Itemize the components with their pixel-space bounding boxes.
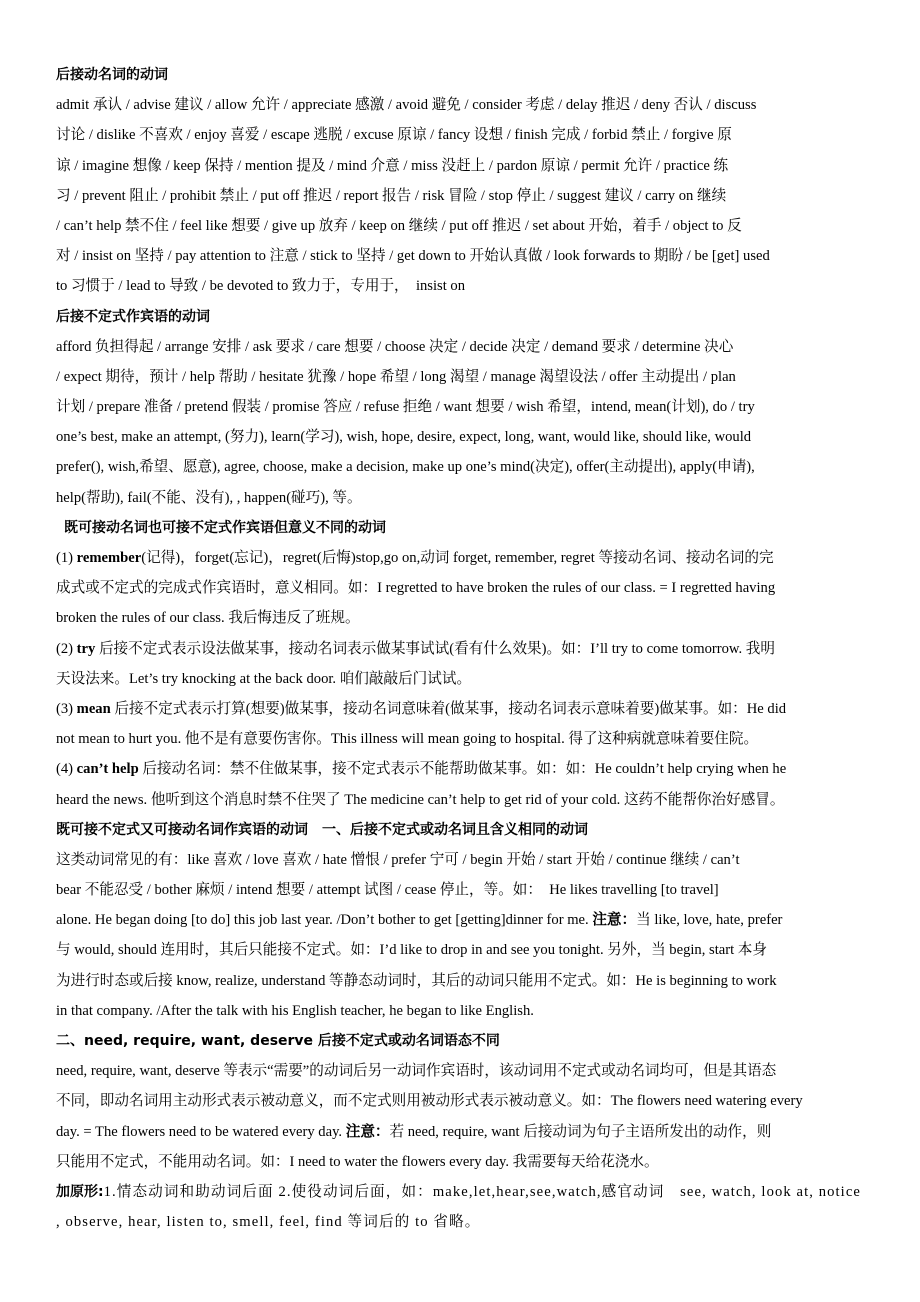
- infinitive-line-3: 计划 / prepare 准备 / pretend 假装 / promise 答应 / refuse 拒绝 / want 想要 / wish 希望，intend, mean(计划), do / try: [56, 399, 755, 416]
- item-number: (4): [56, 761, 77, 778]
- bare-infinitive-label: 加原形:: [56, 1183, 104, 1200]
- note-label: 注意：: [592, 912, 637, 929]
- same-line-3-text: alone. He began doing [to do] this job last year. /Don’t bother to get [getting]dinner for me.: [56, 912, 593, 929]
- gerund-line-2: 讨论 / dislike 不喜欢 / enjoy 喜爱 / escape 逃脱 / excuse 原谅 / fancy 设想 / finish 完成 / forbid 禁止 / forgive 原: [56, 127, 732, 144]
- keyword-remember: remember: [76, 550, 142, 566]
- item-remember-line-2: 成式或不定式的完成式作宾语时，意义相同。如：I regretted to have broken the rules of our class. = I regretted having: [56, 580, 776, 597]
- infinitive-line-2: / expect 期待，预计 / help 帮助 / hesitate 犹豫 / hope 希望 / long 渴望 / manage 渴望设法 / offer 主动提出 / plan: [56, 368, 736, 385]
- bare-infinitive-line-2: , observe, hear, listen to, smell, feel, find 等词后的 to 省略。: [56, 1214, 481, 1231]
- same-line-5: 为进行时态或后接 know, realize, understand 等静态动词时，其后的动词只能用不定式。如：He is beginning to work: [56, 972, 777, 989]
- heading-need-require: 二、need, require, want, deserve 后接不定式或动名词语态不同: [56, 1033, 500, 1049]
- item-text: 后接不定式表示设法做某事，接动名词表示做某事试试(看有什么效果)。如：I’ll try to come tomorrow. 我明: [95, 640, 775, 657]
- item-remember-line-1: [56, 543, 902, 573]
- gerund-line-5: / can’t help 禁不住 / feel like 想要 / give up 放弃 / keep on 继续 / put off 推迟 / set about 开始，着手 / object to 反: [56, 217, 742, 234]
- heading-different-meaning: 既可接动名词也可接不定式作宾语但意义不同的动词: [64, 519, 386, 536]
- item-canthelp-line-2: heard the news. 他听到这个消息时禁不住哭了 The medicine can’t help to get rid of your cold. 这药不能帮你治好感冒。: [56, 791, 785, 808]
- document-page: [56, 60, 902, 1237]
- gerund-line-4: 习 / prevent 阻止 / prohibit 禁止 / put off 推迟 / report 报告 / risk 冒险 / stop 停止 / suggest 建议 / carry on 继续: [56, 187, 727, 204]
- gerund-line-3: 谅 / imagine 想像 / keep 保持 / mention 提及 / mind 介意 / miss 没赶上 / pardon 原谅 / permit 允许 / practice 练: [56, 157, 729, 174]
- same-line-1: 这类动词常见的有：like 喜欢 / love 喜欢 / hate 憎恨 / prefer 宁可 / begin 开始 / start 开始 / continue 继续 / can’t: [56, 851, 740, 868]
- item-mean-line-1: [56, 694, 902, 724]
- same-line-4: 与 would, should 连用时，其后只能接不定式。如：I’d like to drop in and see you tonight. 另外，当 begin, start 本身: [56, 942, 767, 959]
- same-line-6: in that company. /After the talk with his English teacher, he began to like English.: [56, 1002, 534, 1019]
- need-line-3-rest: 若 need, require, want 后接动词为句子主语所发出的动作，则: [389, 1123, 772, 1140]
- infinitive-line-6: help(帮助), fail(不能、没有), , happen(碰巧), 等。: [56, 489, 362, 506]
- heading-same-meaning: 既可接不定式又可接动名词作宾语的动词 一、后接不定式或动名词且含义相同的动词: [56, 821, 588, 838]
- item-try-line-1: [56, 634, 902, 664]
- bare-infinitive-text: 1.情态动词和助动词后面 2.使役动词后面，如：make,let,hear,see,watch,感官动词 see, watch, look at, notice: [103, 1183, 861, 1200]
- infinitive-line-5: prefer(), wish,希望、愿意), agree, choose, make a decision, make up one’s mind(决定), offer(主动提出), apply(申请),: [56, 459, 755, 476]
- heading-infinitive-verbs: 后接不定式作宾语的动词: [56, 308, 210, 325]
- same-line-3-rest: 当 like, love, hate, prefer: [636, 912, 783, 929]
- need-line-4: 只能用不定式，不能用动名词。如：I need to water the flowers every day. 我需要每天给花浇水。: [56, 1153, 659, 1170]
- item-remember-line-3: broken the rules of our class. 我后悔违反了班规。: [56, 610, 360, 627]
- same-line-2: bear 不能忍受 / bother 麻烦 / intend 想要 / attempt 试图 / cease 停止，等。如： He likes travelling [to travel]: [56, 882, 719, 899]
- need-line-1: need, require, want, deserve 等表示“需要”的动词后另一动词作宾语时，该动词用不定式或动名词均可，但是其语态: [56, 1063, 777, 1080]
- bare-infinitive-line-1: [56, 1177, 902, 1207]
- item-number: (3): [56, 700, 77, 717]
- item-text: 后接不定式表示打算(想要)做某事，接动名词意味着(做某事，接动名词表示意味着要)做某事。如：He did: [110, 700, 787, 717]
- same-line-3: [56, 905, 902, 935]
- item-canthelp-line-1: [56, 754, 902, 784]
- keyword-mean: mean: [76, 700, 111, 717]
- need-line-3: [56, 1117, 902, 1147]
- infinitive-line-4: one’s best, make an attempt, (努力), learn(学习), wish, hope, desire, expect, long, want, would like, should like, would: [56, 429, 752, 446]
- keyword-try: try: [76, 640, 96, 657]
- gerund-line-7: to 习惯于 / lead to 导致 / be devoted to 致力于，专用于， insist on: [56, 278, 466, 295]
- need-line-3-text: day. = The flowers need to be watered every day.: [56, 1123, 346, 1140]
- keyword-cant-help: can’t help: [76, 761, 139, 778]
- item-try-line-2: 天设法来。Let’s try knocking at the back door. 咱们敲敲后门试试。: [56, 670, 472, 687]
- item-number: (2): [56, 640, 77, 657]
- gerund-line-6: 对 / insist on 坚持 / pay attention to 注意 / stick to 坚持 / get down to 开始认真做 / look forwards to 期盼 / be [get] used: [56, 248, 770, 265]
- item-number: (1): [56, 550, 77, 566]
- infinitive-line-1: afford 负担得起 / arrange 安排 / ask 要求 / care 想要 / choose 决定 / decide 决定 / demand 要求 / determine 决心: [56, 338, 734, 355]
- note-label: 注意：: [345, 1123, 390, 1140]
- item-text: 后接动名词：禁不住做某事，接不定式表示不能帮助做某事。如：如：He couldn’t help crying when he: [138, 761, 787, 778]
- heading-gerund-verbs: 后接动名词的动词: [56, 67, 168, 83]
- need-line-2: 不同，即动名词用主动形式表示被动意义，而不定式则用被动形式表示被动意义。如：The flowers need watering every: [56, 1093, 803, 1110]
- item-text: (记得)，forget(忘记)，regret(后悔)stop,go on,动词 forget, remember, regret 等接动名词、接动名词的完: [141, 550, 774, 566]
- gerund-line-1: admit 承认 / advise 建议 / allow 允许 / appreciate 感激 / avoid 避免 / consider 考虑 / delay 推迟 / deny 否认 / discuss: [56, 97, 757, 114]
- item-mean-line-2: not mean to hurt you. 他不是有意要伤害你。This illness will mean going to hospital. 得了这种病就意味着要住院。: [56, 731, 759, 748]
